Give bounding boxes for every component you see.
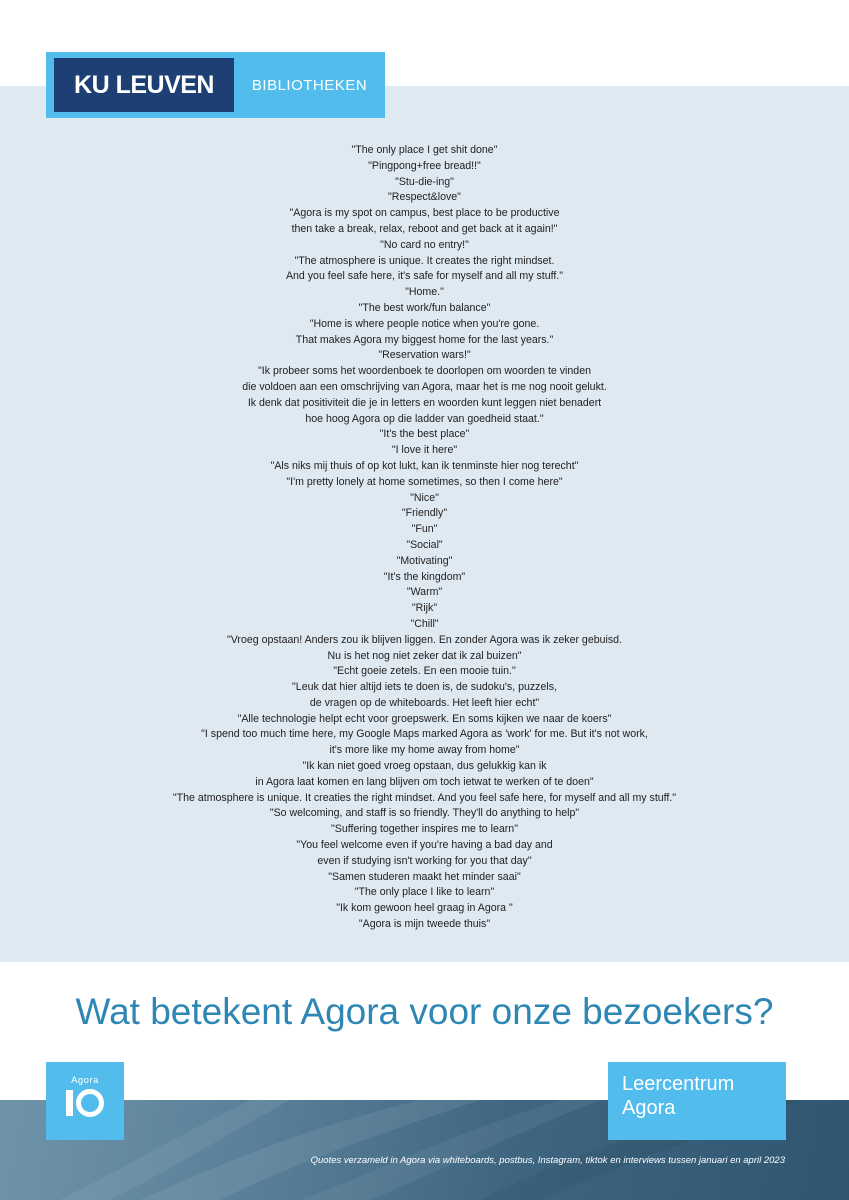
quote-line: "Pingpong+free bread!!" xyxy=(368,159,481,172)
quote-line: "Echt goeie zetels. En een mooie tuin." xyxy=(333,665,516,678)
ku-leuven-wordmark: KU LEUVEN xyxy=(54,58,234,112)
quote-line: "Nice" xyxy=(410,491,439,504)
quote-line: "The atmosphere is unique. It creates the right mindset. xyxy=(294,254,555,267)
quote-line: Ik denk dat positiviteit die je in letters en woorden kunt leggen niet benadert xyxy=(247,396,602,409)
quote-line: even if studying isn't working for you that day" xyxy=(317,854,532,867)
quote-line: "Home." xyxy=(405,286,444,299)
quote-list xyxy=(0,143,849,933)
quote-line: "It's the best place" xyxy=(379,428,470,441)
agora-10-logo xyxy=(46,1062,124,1140)
quote-line: "Friendly" xyxy=(401,507,448,520)
quote-line: "You feel welcome even if you're having a bad day and xyxy=(296,839,553,852)
quote-line: "Fun" xyxy=(411,523,438,536)
quote-line: it's more like my home away from home" xyxy=(329,744,520,757)
quote-line: "Agora is my spot on campus, best place to be productive xyxy=(289,207,560,220)
quote-line: "I love it here" xyxy=(391,444,458,457)
quote-line: "The only place I get shit done" xyxy=(351,144,498,156)
agora-10-icon xyxy=(65,1088,105,1118)
quote-line: "Chill" xyxy=(410,617,439,630)
quote-line: Nu is het nog niet zeker dat ik zal buizen" xyxy=(327,649,522,662)
quote-line: "Rijk" xyxy=(411,602,438,615)
quote-line: "So welcoming, and staff is so friendly. They'll do anything to help" xyxy=(269,807,580,820)
quote-line: "No card no entry!" xyxy=(380,238,469,251)
leercentrum-agora-label xyxy=(608,1062,786,1140)
quote-line: "Ik kan niet goed vroeg opstaan, dus gelukkig kan ik xyxy=(302,760,547,773)
quote-line: That makes Agora my biggest home for the last years." xyxy=(295,333,554,346)
quote-line: de vragen op de whiteboards. Het leeft hier echt" xyxy=(309,696,540,709)
quote-line: "The best work/fun balance" xyxy=(358,301,491,314)
quote-line: "Agora is mijn tweede thuis" xyxy=(358,918,491,931)
quote-line: "Motivating" xyxy=(396,554,453,567)
quote-line: "I'm pretty lonely at home sometimes, so then I come here" xyxy=(286,475,563,488)
quote-line: "I spend too much time here, my Google Maps marked Agora as 'work' for me. But it's not work, xyxy=(201,728,648,741)
quote-line: "Samen studeren maakt het minder saai" xyxy=(328,870,521,883)
quote-line: "Stu-die-ing" xyxy=(395,175,454,188)
quote-line: "Ik kom gewoon heel graag in Agora " xyxy=(336,902,513,915)
agora-logo-word: Agora xyxy=(71,1075,99,1086)
quote-line: "Reservation wars!" xyxy=(378,349,471,362)
quote-line: in Agora laat komen en lang blijven om toch ietwat te werken of te doen" xyxy=(255,775,594,788)
quote-line: "Leuk dat hier altijd iets te doen is, de sudoku's, puzzels, xyxy=(292,681,557,694)
quote-line: "The only place I like to learn" xyxy=(354,886,495,899)
quote-line: "Ik probeer soms het woordenboek te doorlopen om woorden te vinden xyxy=(258,365,591,378)
quote-line: "Home is where people notice when you're gone. xyxy=(309,317,540,330)
page-title: Wat betekent Agora voor onze bezoekers? xyxy=(75,991,774,1032)
quote-line: "Warm" xyxy=(406,586,443,599)
quote-line: "Vroeg opstaan! Anders zou ik blijven liggen. En zonder Agora was ik zeker gebuisd. xyxy=(227,633,622,646)
quote-line: "The atmosphere is unique. It creaties the right mindset. And you feel safe here, for myself and all my stuff." xyxy=(172,791,677,804)
agora-line: Agora xyxy=(622,1097,676,1119)
quote-line: "Social" xyxy=(406,538,443,551)
quote-line: hoe hoog Agora op die ladder van goedheid staat." xyxy=(305,412,544,425)
bibliotheken-label: BIBLIOTHEKEN xyxy=(251,76,368,94)
quote-line: "Als niks mij thuis of op kot lukt, kan ik tenminste hier nog terecht" xyxy=(270,459,579,472)
quote-line: "It's the kingdom" xyxy=(383,570,466,583)
quote-line: "Respect&love" xyxy=(388,191,461,204)
footer-caption: Quotes verzameld in Agora via whiteboards, postbus, Instagram, tiktok en interviews tussen januari en april 2023 xyxy=(310,1155,785,1166)
quote-line: "Alle technologie helpt echt voor groepswerk. En soms kijken we naar de koers" xyxy=(237,712,612,725)
ku-leuven-logo xyxy=(46,52,385,118)
quote-line: "Suffering together inspires me to learn" xyxy=(331,823,518,836)
quote-line: then take a break, relax, reboot and get back at it again!" xyxy=(291,222,558,235)
leercentrum-line: Leercentrum xyxy=(622,1073,735,1095)
quote-line: And you feel safe here, it's safe for myself and all my stuff." xyxy=(285,270,564,283)
quote-line: die voldoen aan een omschrijving van Agora, maar het is me nog nooit gelukt. xyxy=(242,380,607,393)
